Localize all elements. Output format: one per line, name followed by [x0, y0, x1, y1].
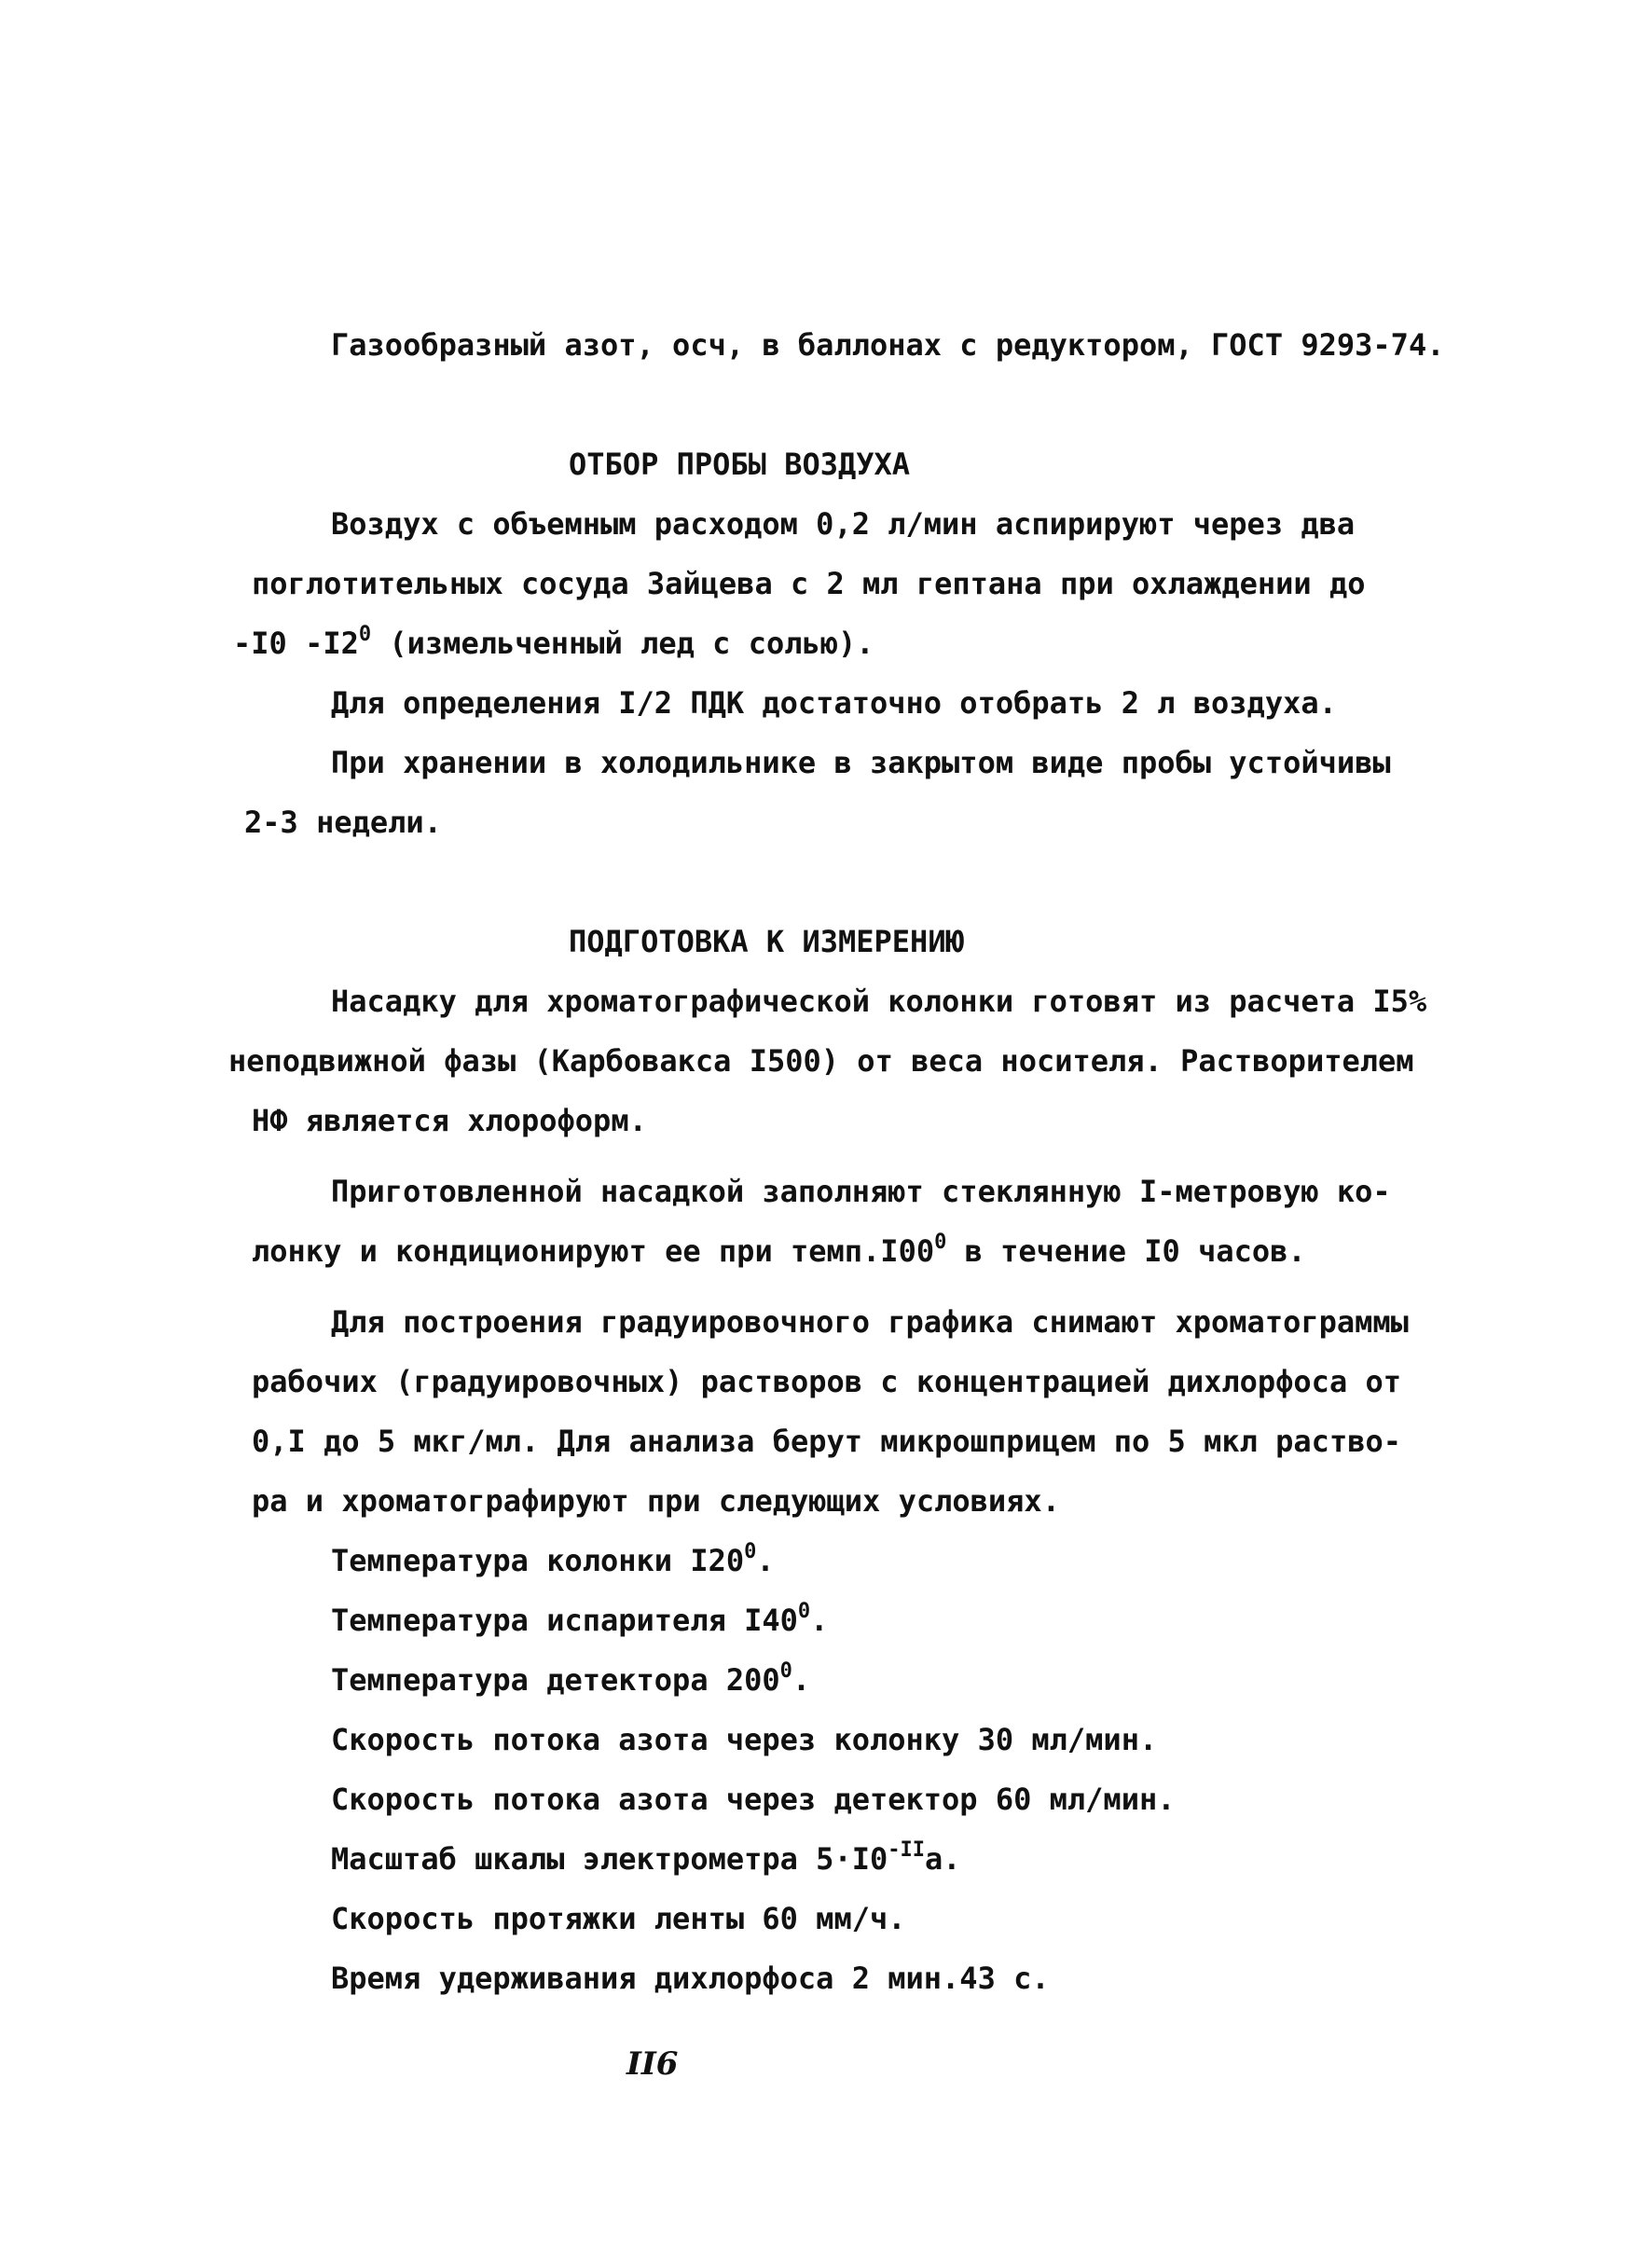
- period: .: [810, 1603, 829, 1638]
- text-line: поглотительных сосуда Зайцева с 2 мл гептана при охлаждении до: [252, 566, 1366, 601]
- degree-mark: 0: [779, 1659, 792, 1683]
- text-fragment: в течение I0 часов.: [946, 1233, 1306, 1269]
- text-line: неподвижной фазы (Карбовакса I500) от веса носителя. Растворителем: [228, 1043, 1414, 1079]
- section-heading-preparation: ПОДГОТОВКА К ИЗМЕРЕНИЮ: [569, 924, 964, 959]
- text-fragment: (измельченный лед с солью).: [371, 626, 874, 661]
- text-line: 0,I до 5 мкг/мл. Для анализа берут микрошприцем по 5 мкл раство-: [252, 1424, 1401, 1459]
- page-number: II6: [626, 2045, 679, 2083]
- exponent: -II: [888, 1838, 925, 1862]
- condition-text: Температура детектора 200: [331, 1662, 780, 1698]
- condition-text: Температура колонки I20: [331, 1543, 745, 1578]
- condition-detector-temperature: [331, 1650, 810, 1710]
- text-line: Приготовленной насадкой заполняют стеклянную I-метровую ко-: [331, 1174, 1391, 1209]
- text-line: Для определения I/2 ПДК достаточно отобрать 2 л воздуха.: [331, 685, 1337, 721]
- condition-text: Масштаб шкалы электрометра 5·I0: [331, 1841, 888, 1877]
- degree-mark: 0: [358, 623, 372, 646]
- period: .: [792, 1662, 811, 1698]
- text-line: ра и хроматографируют при следующих условиях.: [252, 1483, 1060, 1519]
- text-line: При хранении в холодильнике в закрытом виде пробы устойчивы: [331, 745, 1391, 780]
- degree-mark: 0: [797, 1600, 811, 1623]
- condition-text: Температура испарителя I40: [331, 1603, 798, 1638]
- unit: а.: [924, 1841, 961, 1877]
- degree-mark: 0: [934, 1231, 947, 1254]
- condition-flow-column: Скорость потока азота через колонку 30 мл/мин.: [331, 1722, 1158, 1757]
- text-fragment: лонку и кондиционируют ее при темп.I00: [252, 1233, 935, 1269]
- period: .: [756, 1543, 775, 1578]
- text-line: [233, 613, 874, 673]
- condition-tape-speed: Скорость протяжки ленты 60 мм/ч.: [331, 1901, 906, 1936]
- text-line: Воздух с объемным расходом 0,2 л/мин аспирируют через два: [331, 506, 1356, 542]
- intro-line: Газообразный азот, осч, в баллонах с редуктором, ГОСТ 9293-74.: [331, 327, 1445, 363]
- text-line: НФ является хлороформ.: [252, 1103, 647, 1138]
- temperature-range: -I0 -I2: [233, 626, 359, 661]
- degree-mark: 0: [744, 1540, 757, 1563]
- text-line: 2-3 недели.: [244, 805, 442, 840]
- condition-evaporator-temperature: [331, 1590, 828, 1650]
- text-line: Насадку для хроматографической колонки готовят из расчета I5%: [331, 984, 1427, 1019]
- section-heading-air-sampling: ОТБОР ПРОБЫ ВОЗДУХА: [569, 447, 911, 482]
- condition-column-temperature: [331, 1531, 775, 1590]
- text-line: Для построения градуировочного графика снимают хроматограммы: [331, 1304, 1409, 1340]
- condition-retention-time: Время удерживания дихлорфоса 2 мин.43 с.: [331, 1961, 1050, 1996]
- condition-flow-detector: Скорость потока азота через детектор 60 мл/мин.: [331, 1782, 1176, 1817]
- condition-electrometer-scale: [331, 1829, 961, 1889]
- text-line: рабочих (градуировочных) растворов с концентрацией дихлорфоса от: [252, 1364, 1401, 1399]
- text-line: [252, 1221, 1306, 1281]
